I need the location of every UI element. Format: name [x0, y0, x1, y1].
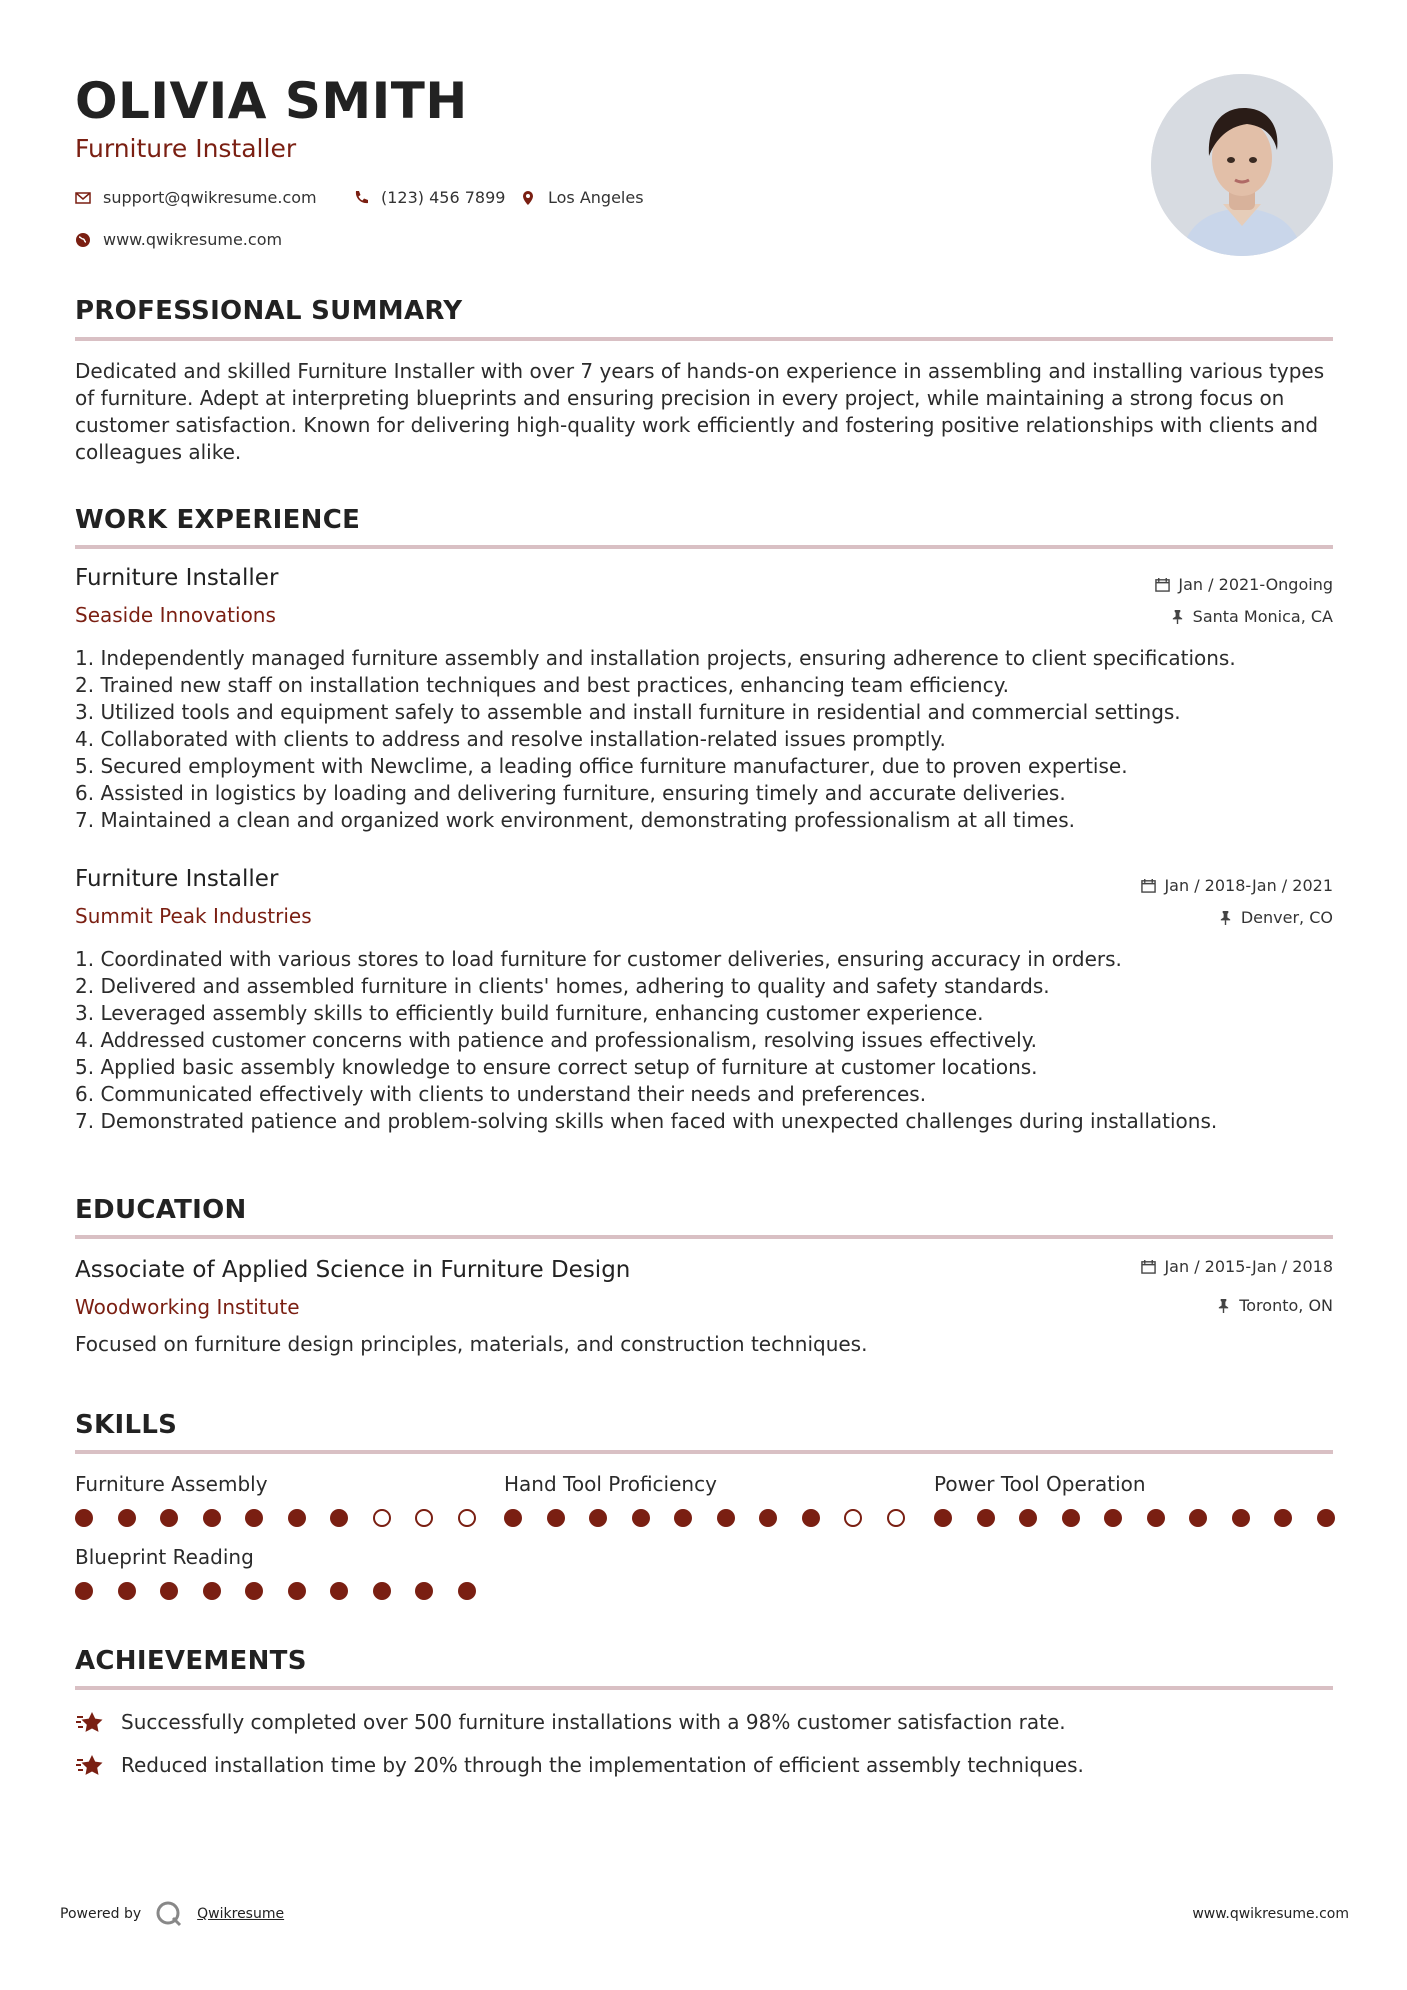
experience-heading: WORK EXPERIENCE: [75, 505, 361, 535]
job-2-company: Summit Peak Industries: [75, 904, 312, 928]
summary-heading: PROFESSIONAL SUMMARY: [75, 296, 463, 326]
skill-rating: [504, 1509, 929, 1527]
email-text: support@qwikresume.com: [103, 188, 317, 207]
skill-rating: [75, 1509, 500, 1527]
job-1-location-text: Santa Monica, CA: [1192, 607, 1333, 626]
calendar-icon: [1141, 1259, 1156, 1274]
star-icon: [75, 1750, 105, 1780]
skill-name: Blueprint Reading: [75, 1545, 254, 1569]
phone-icon: [353, 190, 369, 206]
rating-dot-filled: [717, 1509, 735, 1527]
rating-dot-filled: [504, 1509, 522, 1527]
education-degree: Associate of Applied Science in Furniture Design: [75, 1257, 631, 1283]
rating-dot-filled: [1274, 1509, 1292, 1527]
footer-website[interactable]: www.qwikresume.com: [1192, 1906, 1349, 1922]
achievement-item: [75, 1707, 1066, 1737]
list-item: 7. Demonstrated patience and problem-solving skills when faced with unexpected challenges during installations.: [75, 1109, 1218, 1133]
rating-dot-filled: [373, 1582, 391, 1600]
globe-icon: [75, 232, 91, 248]
skill-rating: [75, 1582, 500, 1600]
pushpin-icon: [1216, 1298, 1231, 1313]
achievement-text: Reduced installation time by 20% through the implementation of efficient assembly techniques.: [121, 1753, 1084, 1777]
skill-rating: [934, 1509, 1359, 1527]
pushpin-icon: [1218, 910, 1233, 925]
list-item: 3. Leveraged assembly skills to efficiently build furniture, enhancing customer experience.: [75, 1001, 984, 1025]
skill-name: Hand Tool Proficiency: [504, 1472, 717, 1496]
list-item: 2. Trained new staff on installation techniques and best practices, enhancing team efficiency.: [75, 673, 1009, 697]
rating-dot-filled: [245, 1509, 263, 1527]
skills-heading: SKILLS: [75, 1410, 178, 1440]
rating-dot-filled: [1104, 1509, 1122, 1527]
rating-dot-filled: [203, 1509, 221, 1527]
pushpin-icon: [1170, 609, 1185, 624]
job-2-location: [1218, 908, 1333, 927]
education-dates: [1141, 1257, 1333, 1276]
job-1-bullets: [75, 645, 1345, 834]
rating-dot-filled: [415, 1582, 433, 1600]
rating-dot-filled: [977, 1509, 995, 1527]
rating-dot-filled: [1317, 1509, 1335, 1527]
rating-dot-filled: [203, 1582, 221, 1600]
achievements-heading: ACHIEVEMENTS: [75, 1646, 307, 1676]
job-1-title: Furniture Installer: [75, 565, 279, 591]
envelope-icon: [75, 190, 91, 206]
avatar-portrait: [1151, 74, 1333, 256]
rating-dot-filled: [759, 1509, 777, 1527]
footer-powered-by: [60, 1900, 284, 1928]
summary-divider: [75, 337, 1333, 341]
achievement-item: [75, 1750, 1084, 1780]
job-1-dates-text: Jan / 2021-Ongoing: [1178, 575, 1333, 594]
star-icon: [75, 1707, 105, 1737]
rating-dot-filled: [802, 1509, 820, 1527]
skills-divider: [75, 1450, 1333, 1454]
achievement-text: Successfully completed over 500 furniture installations with a 98% customer satisfaction rate.: [121, 1710, 1066, 1734]
rating-dot-empty: [887, 1509, 905, 1527]
rating-dot-empty: [844, 1509, 862, 1527]
rating-dot-filled: [1189, 1509, 1207, 1527]
contact-phone[interactable]: [353, 188, 505, 207]
job-2-dates: [1141, 876, 1333, 895]
rating-dot-filled: [288, 1509, 306, 1527]
rating-dot-filled: [245, 1582, 263, 1600]
candidate-title: Furniture Installer: [75, 134, 297, 163]
rating-dot-filled: [589, 1509, 607, 1527]
job-1-location: [1170, 607, 1333, 626]
list-item: 1. Independently managed furniture assembly and installation projects, ensuring adherence to client specifications.: [75, 646, 1236, 670]
rating-dot-filled: [118, 1509, 136, 1527]
rating-dot-filled: [458, 1582, 476, 1600]
rating-dot-filled: [1147, 1509, 1165, 1527]
qwikresume-logo-icon: [155, 1900, 183, 1928]
achievements-divider: [75, 1686, 1333, 1690]
rating-dot-empty: [415, 1509, 433, 1527]
rating-dot-filled: [160, 1582, 178, 1600]
list-item: 2. Delivered and assembled furniture in clients' homes, adhering to quality and safety standards.: [75, 974, 1050, 998]
education-dates-text: Jan / 2015-Jan / 2018: [1164, 1257, 1333, 1276]
rating-dot-filled: [160, 1509, 178, 1527]
list-item: 4. Addressed customer concerns with patience and professionalism, resolving issues effectively.: [75, 1028, 1038, 1052]
job-2-bullets: [75, 946, 1345, 1135]
rating-dot-empty: [458, 1509, 476, 1527]
calendar-icon: [1155, 577, 1170, 592]
job-2-dates-text: Jan / 2018-Jan / 2021: [1164, 876, 1333, 895]
rating-dot-filled: [75, 1582, 93, 1600]
powered-by-label: Powered by: [60, 1906, 142, 1922]
list-item: 1. Coordinated with various stores to load furniture for customer deliveries, ensuring accuracy in orders.: [75, 947, 1122, 971]
list-item: 7. Maintained a clean and organized work environment, demonstrating professionalism at all times.: [75, 808, 1076, 832]
rating-dot-filled: [632, 1509, 650, 1527]
candidate-name: OLIVIA SMITH: [75, 72, 468, 130]
education-heading: EDUCATION: [75, 1195, 247, 1225]
job-1-dates: [1155, 575, 1333, 594]
education-location: [1216, 1296, 1333, 1315]
rating-dot-filled: [547, 1509, 565, 1527]
contact-website[interactable]: [75, 230, 282, 249]
rating-dot-filled: [118, 1582, 136, 1600]
rating-dot-filled: [330, 1582, 348, 1600]
list-item: 5. Secured employment with Newclime, a leading office furniture manufacturer, due to proven expertise.: [75, 754, 1128, 778]
education-location-text: Toronto, ON: [1239, 1296, 1333, 1315]
rating-dot-filled: [934, 1509, 952, 1527]
list-item: 5. Applied basic assembly knowledge to ensure correct setup of furniture at customer locations.: [75, 1055, 1038, 1079]
list-item: 6. Assisted in logistics by loading and delivering furniture, ensuring timely and accurate deliveries.: [75, 781, 1066, 805]
skill-name: Furniture Assembly: [75, 1472, 268, 1496]
rating-dot-filled: [75, 1509, 93, 1527]
summary-text: Dedicated and skilled Furniture Installer with over 7 years of hands-on experience in assembling and installing various types of furniture. Adept at interpreting blueprints and ensuring precision in every project, while maintaining a strong focus on customer satisfaction. Known for delivering high-quality work efficiently and fostering positive relationships with clients and colleagues alike.: [75, 359, 1325, 464]
qwikresume-link[interactable]: Qwikresume: [197, 1906, 285, 1922]
education-school: Woodworking Institute: [75, 1295, 300, 1319]
rating-dot-filled: [288, 1582, 306, 1600]
list-item: 3. Utilized tools and equipment safely to assemble and install furniture in residential and commercial settings.: [75, 700, 1181, 724]
job-2-title: Furniture Installer: [75, 866, 279, 892]
rating-dot-empty: [373, 1509, 391, 1527]
phone-text: (123) 456 7899: [381, 188, 506, 207]
skill-name: Power Tool Operation: [934, 1472, 1146, 1496]
contact-email[interactable]: [75, 188, 317, 207]
contact-location: [520, 188, 644, 207]
list-item: 4. Collaborated with clients to address and resolve installation-related issues promptly.: [75, 727, 946, 751]
job-1-company: Seaside Innovations: [75, 603, 276, 627]
rating-dot-filled: [1232, 1509, 1250, 1527]
rating-dot-filled: [674, 1509, 692, 1527]
rating-dot-filled: [330, 1509, 348, 1527]
education-divider: [75, 1235, 1333, 1239]
map-pin-icon: [520, 190, 536, 206]
experience-divider: [75, 545, 1333, 549]
website-text: www.qwikresume.com: [103, 230, 283, 249]
rating-dot-filled: [1062, 1509, 1080, 1527]
list-item: 6. Communicated effectively with clients to understand their needs and preferences.: [75, 1082, 927, 1106]
calendar-icon: [1141, 878, 1156, 893]
rating-dot-filled: [1019, 1509, 1037, 1527]
profile-photo: [1151, 74, 1333, 256]
job-2-location-text: Denver, CO: [1240, 908, 1333, 927]
education-description: Focused on furniture design principles, materials, and construction techniques.: [75, 1332, 868, 1356]
location-text: Los Angeles: [548, 188, 644, 207]
